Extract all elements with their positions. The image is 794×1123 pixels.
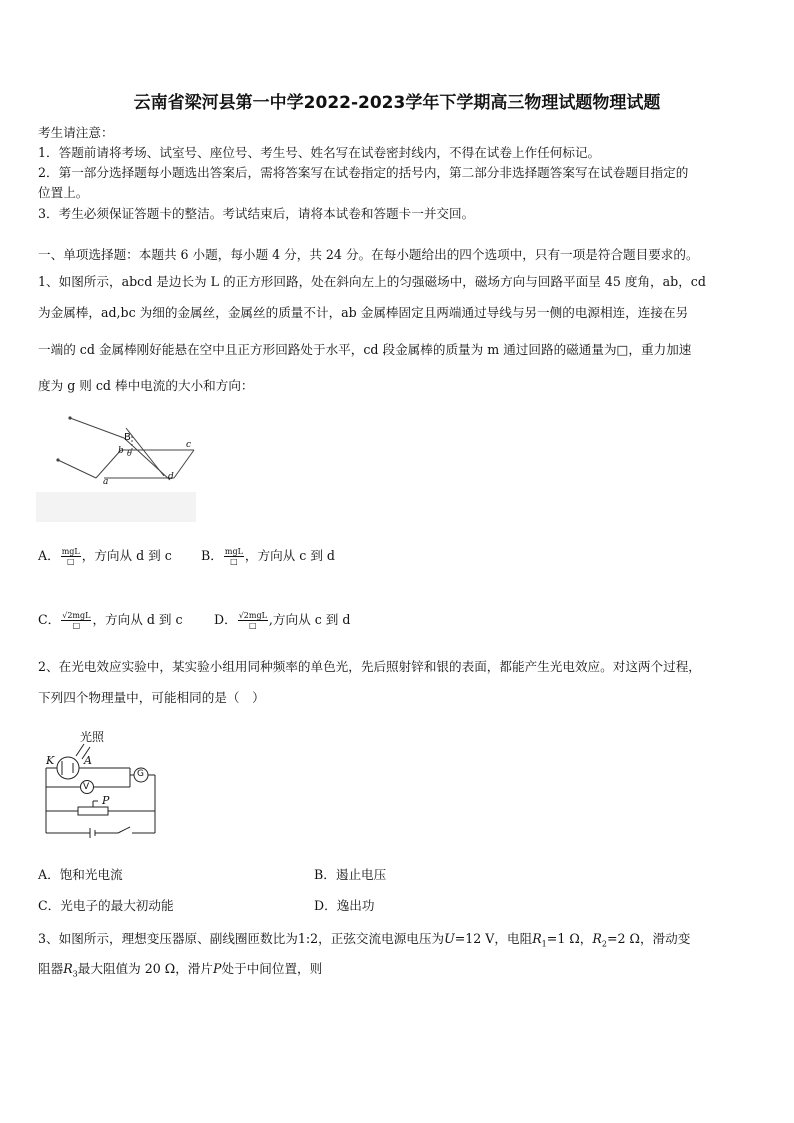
q3-text-2a: 阻器 — [38, 961, 64, 976]
q2-option-b[interactable]: B．遏止电压 — [314, 867, 387, 882]
q3-var-R2: R — [592, 931, 602, 946]
q2-option-c[interactable]: C．光电子的最大初动能 — [38, 898, 174, 913]
q2-option-d[interactable]: D．逸出功 — [314, 898, 375, 913]
q1-label-b: b — [118, 446, 124, 456]
q1-label-B: B — [124, 432, 131, 443]
q3-line-2 — [38, 958, 322, 979]
q3-var-U: U — [444, 931, 455, 946]
q1-option-a-den: □ — [66, 557, 75, 566]
q2-label-G: G — [137, 769, 144, 779]
q1-label-c: c — [186, 440, 192, 450]
notice-item-2-cont: 位置上。 — [38, 185, 89, 200]
q1-option-a-text: ，方向从 d 到 c — [81, 548, 172, 563]
q2-label-light: 光照 — [80, 730, 105, 744]
q3-sub-1: 1 — [541, 939, 547, 949]
q1-option-d-text: ,方向从 c 到 d — [268, 612, 351, 627]
q1-option-a-fraction — [61, 547, 81, 566]
q3-text-2b: 最大阻值为 20 Ω，滑片 — [77, 961, 213, 976]
q3-text-1b: =12 V，电阻 — [454, 931, 533, 946]
q1-figure — [36, 410, 206, 525]
section-heading: 一、单项选择题：本题共 6 小题，每小题 4 分，共 24 分。在每小题给出的四个选项中，只有一项是符合题目要求的。 — [38, 247, 699, 262]
notice-item-3: 3．考生必须保证答题卡的整洁。考试结束后，请将本试卷和答题卡一并交回。 — [38, 206, 475, 221]
q1-option-b-fraction — [224, 547, 244, 566]
q1-label-theta: θ — [127, 449, 132, 458]
q1-option-a-letter: A． — [38, 548, 60, 563]
q1-option-b-text: ，方向从 c 到 d — [244, 548, 335, 563]
q3-var-R1: R — [532, 931, 542, 946]
q1-option-c-text: ，方向从 d 到 c — [92, 612, 183, 627]
q1-line-3: 一端的 cd 金属棒刚好能悬在空中且正方形回路处于水平，cd 段金属棒的质量为 m 通过回路的磁通量为□，重力加速 — [38, 342, 692, 357]
q1-option-d[interactable] — [214, 609, 350, 630]
q1-option-c-den: □ — [72, 621, 81, 630]
q3-line-1 — [38, 928, 690, 949]
q2-option-a[interactable]: A．饱和光电流 — [38, 867, 123, 882]
notice-heading: 考生请注意： — [38, 125, 114, 140]
q1-option-b[interactable] — [201, 545, 335, 566]
q3-var-P: P — [213, 961, 222, 976]
q1-option-b-num: mgL — [224, 547, 243, 556]
q1-option-c-fraction — [61, 611, 91, 630]
page-title: 云南省梁河县第一中学2022-2023学年下学期高三物理试题物理试题 — [133, 93, 661, 113]
q3-text-1a: 3、如图所示，理想变压器原、副线圈匝数比为1:2，正弦交流电源电压为 — [38, 931, 445, 946]
q1-label-a: a — [103, 477, 109, 487]
q1-option-d-den: □ — [249, 621, 257, 630]
q3-sub-3: 3 — [72, 969, 78, 979]
q3-text-2c: 处于中间位置，则 — [221, 961, 323, 976]
q1-option-d-letter: D． — [214, 612, 237, 627]
q3-sub-2: 2 — [601, 939, 607, 949]
q1-line-4: 度为 g 则 cd 棒中电流的大小和方向： — [38, 378, 254, 393]
q1-option-d-fraction — [238, 611, 268, 630]
notice-item-1: 1．答题前请将考场、试室号、座位号、考生号、姓名写在试卷密封线内，不得在试卷上作任何标记。 — [38, 145, 601, 160]
q1-option-c-letter: C． — [38, 612, 61, 627]
q1-option-a[interactable] — [38, 545, 172, 566]
q2-label-P: P — [102, 794, 110, 807]
q2-label-A: A — [84, 754, 92, 767]
q1-option-b-den: □ — [230, 557, 238, 566]
q1-line-2: 为金属棒，ad,bc 为细的金属丝，金属丝的质量不计，ab 金属棒固定且两端通过导线与另一侧的电源相连，连接在另 — [38, 305, 689, 320]
q2-label-K: K — [46, 754, 55, 767]
q1-option-b-letter: B． — [201, 548, 223, 563]
q2-label-V: V — [83, 782, 90, 792]
q1-option-d-num: √2mgL — [238, 611, 267, 620]
q2-line-1: 2、在光电效应实验中，某实验小组用同种频率的单色光，先后照射锌和银的表面，都能产生光电效应。对这两个过程， — [38, 659, 701, 674]
q3-var-R3: R — [63, 961, 73, 976]
q3-text-1c: =1 Ω， — [546, 931, 593, 946]
q2-line-2: 下列四个物理量中，可能相同的是（ ） — [38, 690, 265, 705]
q1-option-a-num: mgL — [61, 547, 80, 556]
q1-option-c-num: √2mgL — [62, 611, 91, 620]
q1-label-d: d — [168, 472, 174, 482]
notice-item-2: 2．第一部分选择题每小题选出答案后，需将答案写在试卷指定的括号内，第二部分非选择题答案写在试卷题目指定的 — [38, 165, 689, 180]
q1-option-c[interactable] — [38, 609, 183, 630]
q3-text-1d: =2 Ω，滑动变 — [606, 931, 691, 946]
q1-line-1: 1、如图所示，abcd 是边长为 L 的正方形回路，处在斜向左上的匀强磁场中，磁场方向与回路平面呈 45 度角，ab，cd — [38, 274, 706, 289]
